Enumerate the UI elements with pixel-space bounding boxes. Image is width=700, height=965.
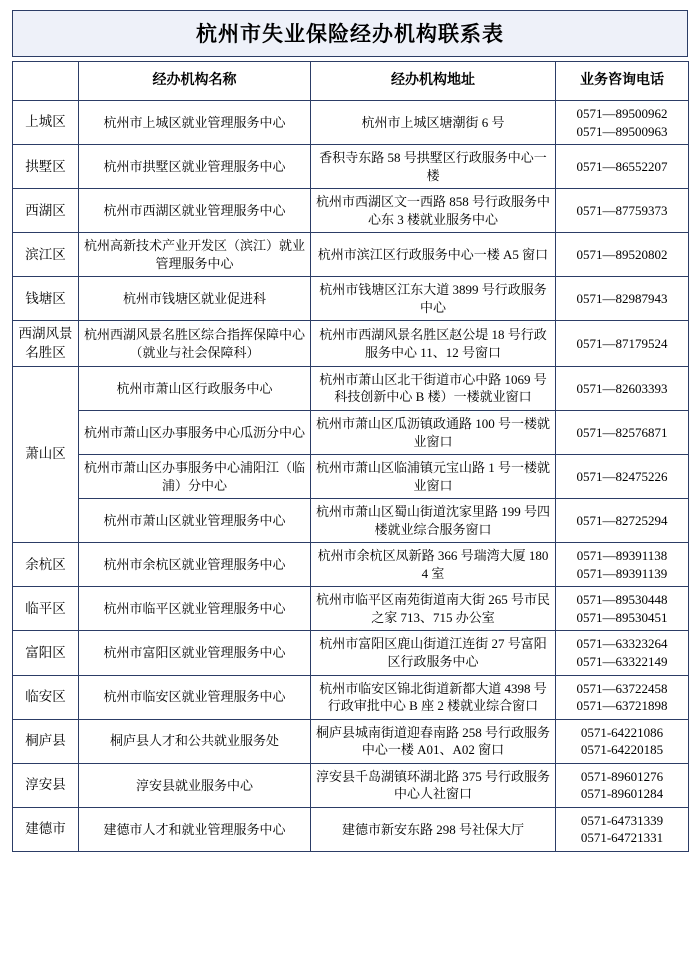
table-header <box>13 62 689 101</box>
org-name-cell: 杭州市萧山区就业管理服务中心 <box>79 499 311 543</box>
org-name-cell: 桐庐县人才和公共就业服务处 <box>79 719 311 763</box>
district-cell: 拱墅区 <box>13 145 79 189</box>
table-row <box>13 543 689 587</box>
phone-number: 0571—63322149 <box>576 654 668 670</box>
phone-number: 0571—82475226 <box>576 468 668 484</box>
phone-cell <box>556 233 689 277</box>
org-name-cell: 杭州市余杭区就业管理服务中心 <box>79 543 311 587</box>
phone-number: 0571—63721898 <box>576 698 668 714</box>
district-cell: 萧山区 <box>13 366 79 542</box>
phone-number: 0571—63722458 <box>576 680 668 696</box>
org-address-cell: 杭州市萧山区蜀山街道沈家里路 199 号四楼就业综合服务窗口 <box>311 499 556 543</box>
phone-number: 0571—87179524 <box>576 335 668 351</box>
phone-cell <box>556 455 689 499</box>
district-cell: 上城区 <box>13 101 79 145</box>
column-header-phone: 业务咨询电话 <box>556 62 689 101</box>
district-cell: 建德市 <box>13 807 79 851</box>
org-address-cell: 淳安县千岛湖镇环湖北路 375 号行政服务中心人社窗口 <box>311 763 556 807</box>
table-body <box>13 101 689 852</box>
phone-number: 0571—82603393 <box>576 380 668 396</box>
table-row <box>13 675 689 719</box>
district-cell: 滨江区 <box>13 233 79 277</box>
org-name-cell: 杭州市临安区就业管理服务中心 <box>79 675 311 719</box>
phone-number: 0571—89500962 <box>576 106 668 121</box>
org-name-cell: 杭州市西湖区就业管理服务中心 <box>79 189 311 233</box>
table-row <box>13 587 689 631</box>
phone-number: 0571-64220185 <box>580 742 664 758</box>
column-header-org-name: 经办机构名称 <box>79 62 311 101</box>
phone-number: 0571—89391139 <box>576 565 668 581</box>
phone-cell <box>556 543 689 587</box>
table-row <box>13 321 689 366</box>
district-cell: 桐庐县 <box>13 719 79 763</box>
phone-number: 0571—86552207 <box>576 158 668 174</box>
table-row <box>13 631 689 675</box>
phone-cell <box>556 763 689 807</box>
district-cell: 西湖风景名胜区 <box>13 321 79 366</box>
table-row <box>13 455 689 499</box>
org-name-cell: 杭州市钱塘区就业促进科 <box>79 277 311 321</box>
org-address-cell: 杭州市余杭区凤新路 366 号瑞湾大厦 1804 室 <box>311 543 556 587</box>
phone-cell <box>556 366 689 410</box>
org-address-cell: 杭州市钱塘区江东大道 3899 号行政服务中心 <box>311 277 556 321</box>
org-address-cell: 建德市新安东路 298 号社保大厅 <box>311 807 556 851</box>
org-address-cell: 杭州市西湖风景名胜区赵公堤 18 号行政服务中心 11、12 号窗口 <box>311 321 556 366</box>
org-name-cell: 杭州高新技术产业开发区（滨江）就业管理服务中心 <box>79 233 311 277</box>
phone-number: 0571-89601284 <box>580 786 664 802</box>
phone-number: 0571—63323264 <box>576 636 668 652</box>
org-name-cell: 杭州市拱墅区就业管理服务中心 <box>79 145 311 189</box>
column-header-district <box>13 62 79 101</box>
district-cell: 富阳区 <box>13 631 79 675</box>
org-address-cell: 杭州市西湖区文一西路 858 号行政服务中心东 3 楼就业服务中心 <box>311 189 556 233</box>
org-name-cell: 淳安县就业服务中心 <box>79 763 311 807</box>
org-name-cell: 杭州市富阳区就业管理服务中心 <box>79 631 311 675</box>
district-cell: 淳安县 <box>13 763 79 807</box>
phone-cell <box>556 411 689 455</box>
phone-cell <box>556 675 689 719</box>
phone-cell <box>556 499 689 543</box>
phone-number: 0571—89520802 <box>576 247 668 263</box>
phone-cell <box>556 277 689 321</box>
org-address-cell: 杭州市萧山区北干街道市心中路 1069 号科技创新中心 B 楼）一楼就业窗口 <box>311 366 556 410</box>
phone-number: 0571—89500963 <box>576 123 668 139</box>
org-name-cell: 建德市人才和就业管理服务中心 <box>79 807 311 851</box>
table-row <box>13 719 689 763</box>
phone-cell <box>556 631 689 675</box>
table-row <box>13 763 689 807</box>
phone-number: 0571-64221086 <box>580 724 664 740</box>
org-address-cell: 香积寺东路 58 号拱墅区行政服务中心一楼 <box>311 145 556 189</box>
phone-cell <box>556 321 689 366</box>
table-header-row <box>13 62 689 101</box>
phone-number: 0571-64731339 <box>580 812 664 828</box>
phone-number: 0571—82725294 <box>576 512 668 528</box>
phone-number: 0571-64721331 <box>580 830 664 846</box>
district-cell: 临安区 <box>13 675 79 719</box>
phone-cell <box>556 101 689 145</box>
org-name-cell: 杭州西湖风景名胜区综合指挥保障中心（就业与社会保障科） <box>79 321 311 366</box>
phone-number: 0571-89601276 <box>580 768 664 784</box>
org-name-cell: 杭州市临平区就业管理服务中心 <box>79 587 311 631</box>
phone-number: 0571—89530448 <box>576 592 668 608</box>
district-cell: 西湖区 <box>13 189 79 233</box>
table-row <box>13 411 689 455</box>
phone-cell <box>556 145 689 189</box>
table-row <box>13 189 689 233</box>
org-address-cell: 桐庐县城南街道迎春南路 258 号行政服务中心一楼 A01、A02 窗口 <box>311 719 556 763</box>
phone-cell <box>556 719 689 763</box>
org-name-cell: 杭州市上城区就业管理服务中心 <box>79 101 311 145</box>
page-title: 杭州市失业保险经办机构联系表 <box>12 10 688 57</box>
district-cell: 钱塘区 <box>13 277 79 321</box>
table-row <box>13 499 689 543</box>
table-row <box>13 277 689 321</box>
phone-number: 0571—89391138 <box>576 548 668 564</box>
org-address-cell: 杭州市临平区南苑街道南大街 265 号市民之家 713、715 办公室 <box>311 587 556 631</box>
phone-number: 0571—89530451 <box>576 609 668 625</box>
org-name-cell: 杭州市萧山区办事服务中心瓜沥分中心 <box>79 411 311 455</box>
district-cell: 临平区 <box>13 587 79 631</box>
table-row <box>13 807 689 851</box>
org-name-cell: 杭州市萧山区办事服务中心浦阳江（临浦）分中心 <box>79 455 311 499</box>
table-row <box>13 145 689 189</box>
org-address-cell: 杭州市萧山区临浦镇元宝山路 1 号一楼就业窗口 <box>311 455 556 499</box>
table-row <box>13 366 689 410</box>
org-address-cell: 杭州市富阳区鹿山街道江连街 27 号富阳区行政服务中心 <box>311 631 556 675</box>
table-row <box>13 101 689 145</box>
org-name-cell: 杭州市萧山区行政服务中心 <box>79 366 311 410</box>
district-cell: 余杭区 <box>13 543 79 587</box>
column-header-org-address: 经办机构地址 <box>311 62 556 101</box>
org-address-cell: 杭州市滨江区行政服务中心一楼 A5 窗口 <box>311 233 556 277</box>
org-address-cell: 杭州市萧山区瓜沥镇政通路 100 号一楼就业窗口 <box>311 411 556 455</box>
org-address-cell: 杭州市临安区锦北街道新都大道 4398 号行政审批中心 B 座 2 楼就业综合窗口 <box>311 675 556 719</box>
phone-cell <box>556 807 689 851</box>
phone-cell <box>556 189 689 233</box>
phone-number: 0571—82987943 <box>576 291 668 307</box>
phone-number: 0571—82576871 <box>576 424 668 440</box>
table-row <box>13 233 689 277</box>
phone-number: 0571—87759373 <box>576 202 668 218</box>
contact-table <box>12 61 689 852</box>
org-address-cell: 杭州市上城区塘潮街 6 号 <box>311 101 556 145</box>
phone-cell <box>556 587 689 631</box>
